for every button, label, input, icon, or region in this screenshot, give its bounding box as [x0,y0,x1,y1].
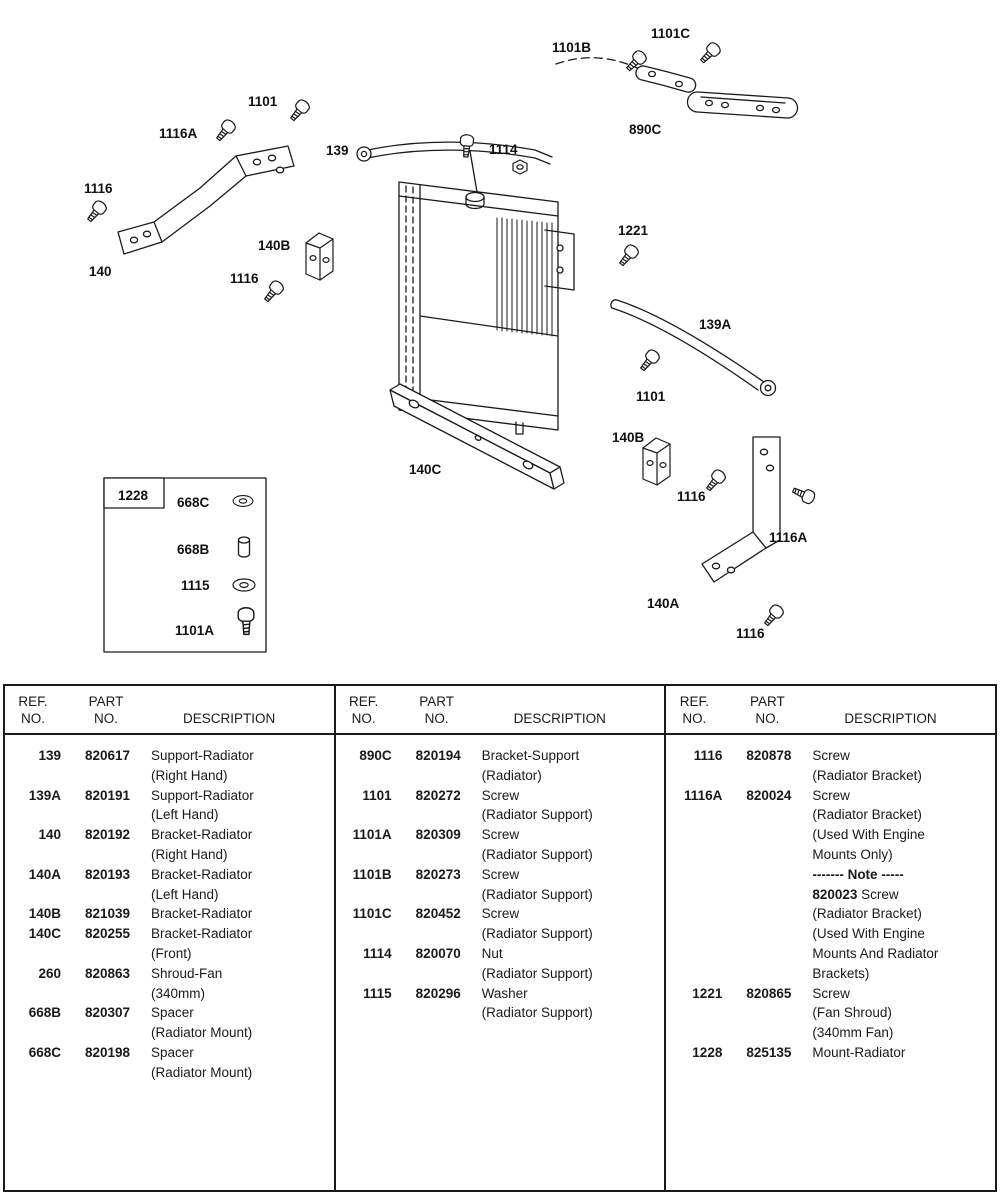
part-entry [336,984,665,1024]
description-line: Bracket-Radiator [151,827,253,843]
part-label-1116: 1116 [677,489,706,504]
part-label-1116: 1116 [230,271,259,286]
description-line: (Right Hand) [151,767,228,783]
spacer-668c-icon [233,496,253,507]
description-line: Spacer [151,1005,194,1021]
description-line: Screw [481,866,520,882]
part-label-668c: 668C [177,495,210,510]
bracket-140b-drawing [643,438,670,485]
description [151,825,334,865]
description-line: Bracket-Radiator [151,926,253,942]
ref-no: 140 [38,827,61,843]
part-no: 820198 [85,1044,131,1060]
screw-icon [84,199,108,224]
nut-icon [513,160,527,174]
screw-icon [761,603,785,628]
description-line: (Left Hand) [151,886,219,902]
part-no: 820452 [415,906,461,922]
description-line: (Radiator Support) [481,965,593,981]
description-line: Support-Radiator [151,748,254,763]
description-line: Mounts Only) [812,846,893,862]
part-no: 820863 [85,965,131,981]
description [482,984,665,1024]
screw-icon [616,243,640,268]
description [151,1003,334,1043]
part-entry [666,1043,995,1063]
part-label-1114: 1114 [489,142,518,157]
description-line: (Left Hand) [151,807,219,823]
part-label-140b: 140B [612,430,645,445]
table-column-1 [5,686,336,1190]
part-no: 820272 [415,787,461,803]
description-line: Screw [481,787,520,803]
part-entry [336,944,665,984]
description-line: (Radiator Support) [481,886,593,902]
header-description: DESCRIPTION [183,711,276,726]
description-line: 820023 Screw [812,886,899,902]
part-entry [336,904,665,944]
header-ref-no: REF. NO. [349,694,379,726]
header-part-no: PART NO. [749,694,785,726]
description [482,904,665,944]
table-body-2 [336,735,665,1190]
header-ref-no: REF. NO. [18,694,48,726]
part-no: 820865 [746,985,792,1001]
part-entry [336,786,665,826]
ref-no: 1116A [684,787,723,803]
description-line: Shroud-Fan [151,965,223,981]
part-no: 820296 [415,985,461,1001]
header-part-no: PART NO. [88,694,124,726]
ref-no: 1228 [692,1044,723,1060]
spacer-668b-icon [239,537,250,557]
description-line: Brackets) [812,965,870,981]
part-label-1101: 1101 [636,389,666,404]
ref-no: 1101 [362,787,392,803]
part-no: 820191 [85,787,131,803]
part-no: 820192 [85,827,131,843]
description [812,786,995,984]
description-line: Bracket-Support [481,748,580,763]
support-139a-drawing [611,300,776,396]
part-entry [336,825,665,865]
ref-no: 1115 [363,985,392,1001]
part-entry [666,786,995,984]
description [482,786,665,826]
description-line: (Right Hand) [151,846,228,862]
part-no: 820024 [746,787,792,803]
description-line: ------- Note ----- [812,866,904,882]
part-entry [5,924,334,964]
description-line: Spacer [151,1044,194,1060]
part-entry [5,825,334,865]
screw-icon [261,279,285,304]
description [151,865,334,905]
parts-table [3,684,997,1192]
part-entry [336,865,665,905]
part-entry [5,1003,334,1043]
part-label-1228: 1228 [118,488,149,503]
header-part-no: PART NO. [419,694,455,726]
part-label-668b: 668B [177,542,210,557]
description-line: (Radiator Support) [481,926,593,942]
description [151,746,334,786]
description-line: Bracket-Radiator [151,906,253,922]
part-label-1101: 1101 [248,94,278,109]
description [151,904,334,924]
ref-no: 668C [28,1044,61,1060]
support-890c-drawing [556,58,798,118]
table-column-2 [336,686,667,1190]
part-entry [666,984,995,1043]
screw-icon [637,348,661,373]
ref-no: 1101B [352,866,392,882]
part-entry [5,904,334,924]
description-line: Screw [812,985,850,1001]
description [151,964,334,1004]
description-line: Washer [481,985,528,1001]
ref-no: 1114 [363,945,392,961]
description [812,1043,995,1063]
description-line: (Front) [151,945,192,961]
part-label-1101b: 1101B [552,40,592,55]
description-line: Mounts And Radiator [812,945,939,961]
screw-icon [703,468,727,493]
part-entry [336,746,665,786]
part-label-140c: 140C [409,462,442,477]
ref-no: 890C [359,748,392,763]
part-label-1116: 1116 [84,181,113,196]
description-line: Support-Radiator [151,787,254,803]
bracket-140a-drawing [702,437,780,582]
description-line: (340mm Fan) [812,1025,894,1041]
part-no: 820255 [85,926,131,942]
table-header [5,686,334,735]
part-entry [5,964,334,1004]
part-no: 825135 [746,1044,792,1060]
part-no: 820273 [415,866,461,882]
description-line: (Fan Shroud) [812,1005,892,1021]
description-line: (Used With Engine [812,827,925,843]
description [482,746,665,786]
table-body-1 [5,735,334,1190]
table-body-3 [666,735,995,1190]
description [151,924,334,964]
description-line: Mount-Radiator [812,1044,906,1060]
description-line: (340mm) [151,985,206,1001]
screw-icon [459,134,474,157]
ref-no: 1101C [352,906,392,922]
header-description: DESCRIPTION [513,711,606,726]
table-header [336,686,665,735]
description [812,984,995,1043]
part-label-1221: 1221 [618,223,649,238]
part-label-1116a: 1116A [769,530,808,545]
washer-1115-icon [233,579,255,591]
part-entry [5,746,334,786]
description-line: Nut [481,945,503,961]
part-entry [5,865,334,905]
description-line: (Used With Engine [812,926,925,942]
radiator-drawing [399,182,574,434]
part-no: 820070 [415,945,461,961]
ref-no: 260 [38,965,61,981]
header-description: DESCRIPTION [844,711,937,726]
header-ref-no: REF. NO. [679,694,709,726]
table-header [666,686,995,735]
ref-no: 139 [38,748,61,763]
screw-icon [287,98,311,123]
screw-icon [213,118,237,143]
description-line: (Radiator Bracket) [812,807,922,823]
description-line: (Radiator Mount) [151,1025,253,1041]
screw-icon [791,484,817,505]
description-line: Screw [481,906,520,922]
ref-no: 140C [28,926,61,942]
part-label-140b: 140B [258,238,291,253]
part-no: 821039 [85,906,131,922]
part-entry [5,786,334,826]
description-line: (Radiator Bracket) [812,767,922,783]
ref-no: 1116 [693,748,723,763]
description [151,1043,334,1083]
description [482,865,665,905]
description-line: Screw [481,827,520,843]
part-label-140: 140 [89,264,112,279]
part-no: 820309 [415,827,461,843]
description-line: (Radiator) [481,767,542,783]
ref-no: 1221 [692,985,723,1001]
part-label-1116: 1116 [736,626,765,641]
bracket-140b-drawing [306,233,333,280]
description-line: (Radiator Support) [481,846,593,862]
description-line: Screw [812,787,850,803]
part-no: 820878 [746,748,792,763]
part-no: 820617 [85,748,131,763]
description-line: (Radiator Support) [481,807,593,823]
description [151,786,334,826]
part-label-140a: 140A [647,596,680,611]
part-no: 820307 [85,1005,131,1021]
description-line: (Radiator Bracket) [812,906,922,922]
part-label-890c: 890C [629,122,662,137]
part-no: 820194 [415,748,461,763]
description-line: Bracket-Radiator [151,866,253,882]
description-line: Screw [812,748,850,763]
part-label-1116a: 1116A [159,126,198,141]
ref-no: 140A [28,866,61,882]
description-line: (Radiator Support) [481,1005,593,1021]
part-no: 820193 [85,866,131,882]
part-entry [5,1043,334,1083]
description [812,746,995,786]
part-label-139: 139 [326,143,349,158]
ref-no: 668B [28,1005,61,1021]
part-label-1101c: 1101C [651,26,691,41]
ref-no: 139A [28,787,61,803]
description-line: (Radiator Mount) [151,1064,253,1080]
part-entry [666,746,995,786]
part-label-139a: 139A [699,317,732,332]
ref-no: 140B [28,906,61,922]
part-label-1101a: 1101A [175,623,215,638]
screw-icon [697,41,722,66]
description [482,944,665,984]
part-label-1115: 1115 [181,578,210,593]
table-column-3 [666,686,995,1190]
description [482,825,665,865]
ref-no: 1101A [352,827,392,843]
